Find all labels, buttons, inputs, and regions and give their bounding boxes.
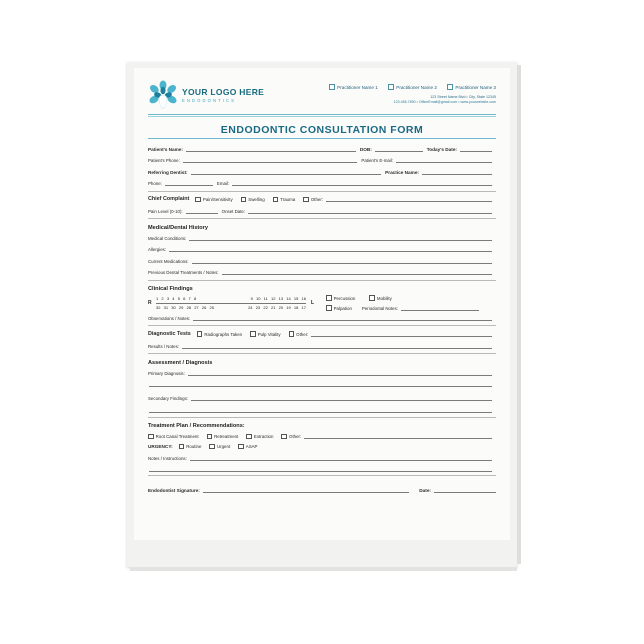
- secondary-findings-row: [148, 394, 496, 401]
- diagnostic-option-other-label: Other:: [296, 331, 309, 337]
- section-divider: [148, 325, 496, 326]
- primary-diagnosis-label: Primary Diagnosis:: [148, 370, 185, 376]
- chief-option-swelling-label: Swelling: [248, 196, 265, 202]
- practitioner-label-3: Practitioner Name 3: [455, 84, 496, 90]
- referring-dentist-label: Referring Dentist:: [148, 169, 188, 175]
- pad-edge-right: [517, 65, 521, 564]
- patient-email-input[interactable]: [396, 156, 492, 163]
- tooth-number[interactable]: 4: [172, 296, 175, 302]
- test-option-palpation-label: Palpation: [333, 305, 352, 311]
- tooth-number[interactable]: 20: [278, 305, 284, 311]
- signature-label: Endodontist Signature:: [148, 487, 200, 493]
- onset-date-input[interactable]: [248, 207, 492, 214]
- form-content: [148, 80, 496, 530]
- treatment-option-other-label: Other:: [289, 433, 302, 439]
- tooth-number[interactable]: 14: [286, 296, 291, 302]
- tooth-number[interactable]: 27: [194, 305, 199, 311]
- checkbox-icon[interactable]: [207, 434, 213, 440]
- upper-left-quadrant: [251, 296, 306, 301]
- logo-lockup: [148, 80, 264, 110]
- section-divider: [148, 417, 496, 418]
- practice-address: [329, 95, 496, 106]
- primary-diagnosis-input[interactable]: [188, 369, 492, 376]
- diagnostic-results-label: Results / Notes:: [148, 343, 179, 349]
- urgency-option-asap[interactable]: [238, 444, 257, 450]
- tooth-number[interactable]: 22: [263, 305, 268, 311]
- checkbox-icon[interactable]: [329, 84, 335, 90]
- checkbox-icon[interactable]: [273, 197, 279, 203]
- tooth-number[interactable]: 13: [278, 296, 284, 302]
- referrer-email-label: Email:: [216, 181, 230, 187]
- header-right: [329, 80, 496, 106]
- patient-name-label: Patient's Name:: [148, 146, 183, 152]
- treatment-notes-label: Notes / Instructions:: [148, 455, 187, 461]
- checkbox-icon[interactable]: [250, 331, 256, 337]
- checkbox-icon[interactable]: [197, 331, 203, 337]
- current-medications-row: [148, 257, 496, 264]
- section-divider: [148, 353, 496, 354]
- patient-contact-row: [148, 156, 496, 163]
- diagnostic-option-other[interactable]: [289, 331, 309, 337]
- tooth-number[interactable]: 24: [248, 305, 253, 311]
- treatment-option-root-canal-label: Root Canal Treatment: [155, 433, 199, 439]
- urgency-row: [148, 444, 496, 450]
- lower-left-quadrant: [248, 305, 306, 310]
- treatment-option-retreatment[interactable]: [207, 434, 239, 440]
- periodontal-notes-label: Periodontal Notes:: [361, 305, 399, 311]
- primary-diagnosis-row-2: [148, 380, 496, 387]
- allergies-label: Allergies:: [148, 247, 167, 253]
- notepad-sheet: [134, 68, 510, 540]
- referrer-phone-label: Phone:: [148, 181, 162, 187]
- today-date-input[interactable]: [460, 145, 492, 152]
- checkbox-icon[interactable]: [241, 197, 247, 203]
- observations-label: Observations / Notes:: [148, 315, 191, 321]
- tooth-number[interactable]: 17: [301, 305, 306, 311]
- diagnostic-results-input[interactable]: [182, 342, 492, 349]
- referring-dentist-row: [148, 168, 496, 175]
- test-option-percussion[interactable]: [326, 295, 355, 301]
- treatment-option-extraction[interactable]: [246, 434, 273, 440]
- form-header: [148, 80, 496, 110]
- test-option-palpation[interactable]: [326, 305, 352, 311]
- tooth-number[interactable]: 21: [270, 305, 276, 311]
- chief-option-trauma[interactable]: [273, 197, 296, 203]
- signature-date-input[interactable]: [434, 486, 496, 493]
- logo-title: YOUR LOGO HERE: [182, 86, 265, 97]
- tooth-number[interactable]: 19: [286, 305, 291, 311]
- patient-name-input[interactable]: [186, 145, 356, 152]
- primary-diagnosis-input-2[interactable]: [149, 380, 492, 387]
- practitioner-option-1[interactable]: [329, 84, 378, 90]
- today-date-label: Today's Date:: [426, 146, 457, 152]
- checkbox-icon[interactable]: [238, 444, 244, 450]
- medical-conditions-label: Medical Conditions:: [148, 235, 187, 241]
- header-divider: [148, 114, 496, 115]
- checkbox-icon[interactable]: [148, 434, 154, 440]
- secondary-findings-row-2: [148, 406, 496, 413]
- tooth-number[interactable]: 6: [183, 296, 186, 302]
- practitioner-option-3[interactable]: [447, 84, 496, 90]
- checkbox-icon[interactable]: [447, 84, 453, 90]
- medical-conditions-row: [148, 234, 496, 241]
- checkbox-icon[interactable]: [388, 84, 394, 90]
- checkbox-icon[interactable]: [369, 295, 375, 301]
- current-medications-label: Current Medications:: [148, 258, 189, 264]
- treatment-option-retreatment-label: Retreatment: [214, 433, 239, 439]
- treatment-option-extraction-label: Extraction: [253, 433, 274, 439]
- treatment-options-row: [148, 432, 496, 439]
- checkbox-icon[interactable]: [209, 444, 215, 450]
- clinical-tests-block: [326, 295, 483, 311]
- branding-block: [148, 80, 264, 110]
- section-divider: [148, 280, 496, 281]
- tooth-number[interactable]: 26: [201, 305, 207, 311]
- treatment-option-root-canal[interactable]: [148, 434, 199, 440]
- chief-complaint-row: [148, 195, 496, 202]
- practitioner-option-2[interactable]: [388, 84, 437, 90]
- referrer-contact-row: [148, 179, 496, 186]
- previous-treatments-label: Previous Dental Treatments / Notes:: [148, 270, 219, 276]
- page-title: ENDODONTIC CONSULTATION FORM: [220, 123, 424, 136]
- lower-right-quadrant: [156, 305, 214, 310]
- signature-row: [148, 486, 496, 493]
- checkbox-icon[interactable]: [195, 197, 201, 203]
- urgency-option-urgent[interactable]: [209, 444, 230, 450]
- observations-input[interactable]: [193, 314, 492, 321]
- address-line-2: 123.456.7890 • OfficeEmail@gmail.com • www.yourwebsite.com: [393, 100, 496, 105]
- secondary-findings-input[interactable]: [191, 394, 492, 401]
- upper-right-quadrant: [156, 296, 196, 301]
- checkbox-icon[interactable]: [303, 197, 309, 203]
- clinical-findings-heading: Clinical Findings: [148, 286, 193, 293]
- urgency-option-routine-label: Routine: [186, 444, 202, 450]
- endo-flower-logo-icon: [148, 80, 178, 110]
- diagnostic-option-other-input[interactable]: [311, 330, 492, 337]
- checkbox-icon[interactable]: [326, 295, 332, 301]
- current-medications-input[interactable]: [192, 257, 492, 264]
- chief-option-other-input[interactable]: [326, 195, 492, 202]
- checkbox-icon[interactable]: [289, 331, 295, 337]
- assessment-heading: Assessment / Diagnosis: [148, 359, 213, 366]
- medical-conditions-input[interactable]: [189, 234, 492, 241]
- clinical-tests-row-2: [326, 304, 483, 311]
- checkbox-icon[interactable]: [179, 444, 185, 450]
- diagnostic-option-pulp-vitality[interactable]: [250, 331, 280, 337]
- title-divider: [148, 138, 496, 139]
- tooth-number[interactable]: 1: [156, 296, 159, 302]
- treatment-option-other[interactable]: [281, 434, 301, 440]
- tooth-number[interactable]: 12: [270, 296, 276, 302]
- previous-treatments-row: [148, 268, 496, 275]
- patient-phone-input[interactable]: [183, 156, 358, 163]
- tooth-chart-lower-numbers: [156, 305, 306, 310]
- chief-option-pain[interactable]: [195, 197, 232, 203]
- primary-diagnosis-row: [148, 369, 496, 376]
- test-option-mobility-label: Mobility: [376, 295, 392, 301]
- urgency-option-urgent-label: Urgent: [216, 444, 231, 450]
- pain-level-input[interactable]: [186, 207, 218, 214]
- section-divider: [148, 475, 496, 476]
- checkbox-icon[interactable]: [326, 305, 332, 311]
- section-divider: [148, 191, 496, 192]
- diagnostic-option-radiographs-label: Radiographs Taken: [204, 331, 243, 337]
- tooth-chart-midline: [156, 303, 306, 304]
- tooth-number[interactable]: 2: [161, 296, 164, 302]
- tooth-number[interactable]: 16: [301, 296, 306, 302]
- tooth-number[interactable]: 7: [188, 296, 191, 302]
- chief-option-other-label: Other:: [310, 196, 324, 202]
- referrer-email-input[interactable]: [232, 179, 492, 186]
- tooth-number[interactable]: 8: [193, 296, 197, 302]
- diagnostic-tests-heading: Diagnostic Tests: [148, 331, 191, 338]
- practice-name-input[interactable]: [422, 168, 492, 175]
- chief-option-pain-label: Pain/Sensitivity: [202, 196, 233, 202]
- tooth-number[interactable]: 3: [166, 296, 170, 302]
- signature-input[interactable]: [203, 486, 409, 493]
- chief-complaint-heading: Chief Complaint: [148, 196, 190, 203]
- checkbox-icon[interactable]: [281, 434, 287, 440]
- treatment-notes-row: [148, 454, 496, 461]
- chief-option-other[interactable]: [303, 197, 323, 203]
- practitioner-label-1: Practitioner Name 1: [337, 84, 378, 90]
- diagnostic-option-radiographs[interactable]: [197, 331, 242, 337]
- tooth-number[interactable]: 29: [178, 305, 184, 311]
- tooth-number[interactable]: 10: [256, 296, 261, 302]
- pain-level-row: [148, 207, 496, 214]
- urgency-label: URGENCY:: [148, 444, 173, 450]
- clinical-tests-row-1: [326, 295, 483, 301]
- tooth-number[interactable]: 18: [293, 305, 299, 311]
- tooth-number[interactable]: 32: [156, 305, 161, 311]
- treatment-plan-heading: Treatment Plan / Recommendations:: [148, 423, 245, 430]
- treatment-notes-input[interactable]: [190, 454, 492, 461]
- allergies-row: [148, 245, 496, 252]
- chief-option-swelling[interactable]: [241, 197, 265, 203]
- chief-option-trauma-label: Trauma: [280, 196, 296, 202]
- tooth-chart-upper-numbers: [156, 296, 306, 301]
- logo-subtitle: ENDODONTICS: [182, 97, 237, 103]
- observations-row: [148, 314, 496, 321]
- tooth-chart-left-marker: L: [310, 300, 314, 307]
- allergies-input[interactable]: [169, 245, 492, 252]
- signature-date-label: Date:: [419, 487, 431, 493]
- secondary-findings-label: Secondary Findings:: [148, 396, 189, 402]
- tooth-number[interactable]: 11: [263, 296, 268, 302]
- patient-email-label: Patient's E-mail:: [361, 158, 393, 164]
- treatment-option-other-input[interactable]: [304, 432, 492, 439]
- header-divider-thin: [148, 116, 496, 117]
- tooth-number[interactable]: 31: [163, 305, 169, 311]
- treatment-notes-input-2[interactable]: [149, 465, 492, 472]
- referring-dentist-input[interactable]: [191, 168, 382, 175]
- diagnostic-option-pulp-vitality-label: Pulp Vitality: [257, 331, 281, 337]
- patient-phone-label: Patient's Phone:: [148, 158, 180, 164]
- tooth-number[interactable]: 25: [209, 305, 214, 311]
- test-option-percussion-label: Percussion: [333, 295, 356, 301]
- logo-text: [182, 87, 264, 104]
- urgency-option-asap-label: ASAP: [245, 444, 258, 450]
- treatment-notes-row-2: [148, 465, 496, 472]
- previous-treatments-input[interactable]: [222, 268, 492, 275]
- diagnostic-results-row: [148, 342, 496, 349]
- tooth-chart-block: [148, 295, 496, 311]
- tooth-number[interactable]: 30: [171, 305, 176, 311]
- dob-input[interactable]: [375, 145, 423, 152]
- tooth-number[interactable]: 15: [293, 296, 299, 302]
- practitioner-label-2: Practitioner Name 2: [396, 84, 437, 90]
- address-line-1: 123 Street Name Blvd • City, State 12345: [430, 95, 496, 99]
- tooth-number[interactable]: 23: [255, 305, 261, 311]
- secondary-findings-input-2[interactable]: [149, 406, 492, 413]
- tooth-chart-right-marker: R: [148, 300, 152, 307]
- periodontal-notes-input[interactable]: [401, 304, 479, 311]
- tooth-number[interactable]: 28: [186, 305, 192, 311]
- practitioner-checkbox-row: [329, 84, 496, 90]
- checkbox-icon[interactable]: [246, 434, 252, 440]
- diagnostic-tests-row: [148, 330, 496, 337]
- urgency-option-routine[interactable]: [179, 444, 202, 450]
- medical-history-heading: Medical/Dental History: [148, 224, 208, 231]
- pad-edge-bottom: [130, 567, 517, 571]
- dob-label: DOB:: [359, 146, 372, 152]
- practice-name-label: Practice Name:: [385, 169, 419, 175]
- tooth-number[interactable]: 5: [177, 296, 180, 302]
- patient-name-row: [148, 145, 496, 152]
- pain-level-label: Pain Level (0-10):: [148, 208, 183, 214]
- test-option-mobility[interactable]: [369, 295, 391, 301]
- onset-date-label: Onset Date:: [221, 208, 246, 214]
- tooth-chart[interactable]: [156, 296, 306, 310]
- tooth-number[interactable]: 9: [250, 296, 253, 302]
- section-divider: [148, 218, 496, 219]
- referrer-phone-input[interactable]: [165, 179, 213, 186]
